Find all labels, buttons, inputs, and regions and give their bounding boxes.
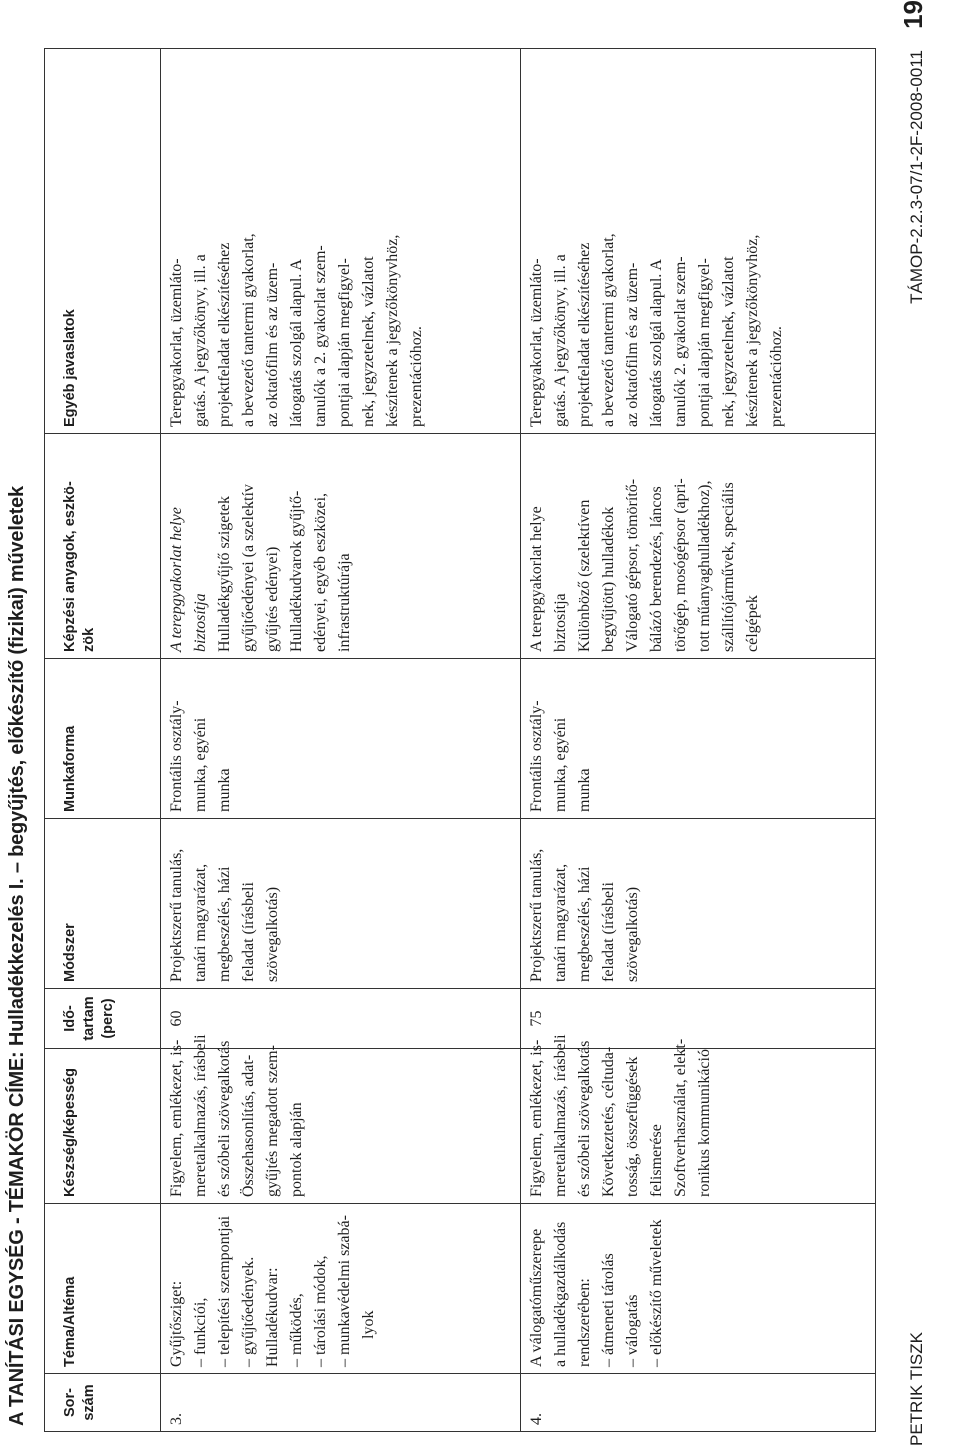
cell-line: Figyelem, emlékezet, is- xyxy=(528,1039,545,1197)
cell-line: Különböző (szelektíven xyxy=(576,499,593,652)
footer-project-id: TÁMOP-2.2.3-07/1-2F-2008-0011 xyxy=(907,50,926,304)
page-number: 19 xyxy=(898,0,928,29)
cell-line: projektfeladat elkészítéséhez xyxy=(216,242,233,427)
cell-line: – átmeneti tárolás xyxy=(597,1210,621,1367)
cell-line: nek, jegyzetelnek, vázlatot xyxy=(720,256,737,427)
cell-line: gyűjtés edényei) xyxy=(264,546,281,652)
cell-line: biztosítja xyxy=(192,593,209,652)
cell-tema xyxy=(521,1204,876,1374)
cell-line: felismerése xyxy=(648,1124,665,1197)
cell-line: munka, egyéni xyxy=(192,717,209,812)
header-sorszam: Sor- szám xyxy=(45,1374,161,1432)
cell-line: Terepgyakorlat, üzemláto- xyxy=(168,258,185,427)
cell-line: tanári magyarázat, xyxy=(552,863,569,982)
cell-line: gyűjtés megadott szem- xyxy=(264,1045,281,1197)
footer-left: PETRIK TISZK xyxy=(907,1332,926,1446)
cell-line: az oktatófilm és az üzem- xyxy=(624,262,641,427)
cell-line: munka xyxy=(576,768,593,812)
cell-idotartam: 75 xyxy=(521,989,876,1049)
cell-line: látogatás szolgál alapul. A xyxy=(288,259,305,427)
cell-munkaforma xyxy=(521,659,876,819)
cell-line: projektfeladat elkészítéséhez xyxy=(576,242,593,427)
cell-line: prezentációhoz. xyxy=(768,326,785,427)
cell-line: munka, egyéni xyxy=(552,717,569,812)
cell-line: Összehasonlítás, adat- xyxy=(240,1054,257,1197)
cell-line: megbeszélés, házi xyxy=(216,866,233,982)
cell-line: pontok alapján xyxy=(288,1102,305,1197)
cell-line: – működés, xyxy=(285,1210,309,1367)
cell-line: – gyűjtőedények. xyxy=(237,1210,261,1367)
cell-line: törőgép, mosógépsor (apri- xyxy=(672,478,689,652)
cell-modszer xyxy=(521,819,876,989)
cell-line: rendszerében: xyxy=(576,1278,593,1367)
cell-tema xyxy=(161,1204,521,1374)
cell-line: pontjai alapján megfigyel- xyxy=(336,258,353,427)
cell-line: Projektszerű tanulás, xyxy=(168,848,185,982)
cell-egyeb xyxy=(161,49,521,434)
cell-line: Következtetés, céltuda- xyxy=(600,1046,617,1197)
cell-line: Gyűjtősziget: xyxy=(168,1280,185,1367)
cell-line: – telepítési szempontjai xyxy=(213,1210,237,1367)
cell-line: a bevezető tantermi gyakorlat, xyxy=(600,233,617,427)
cell-line: biztosítja xyxy=(552,593,569,652)
cell-line: tanári magyarázat, xyxy=(192,863,209,982)
header-munkaforma: Munkaforma xyxy=(45,659,161,819)
cell-line: prezentációhoz. xyxy=(408,326,425,427)
cell-line: tanulók a 2. gyakorlat szem- xyxy=(312,245,329,427)
cell-line: – munkavédelmi szabá- xyxy=(333,1210,357,1367)
table-body xyxy=(161,49,876,1432)
cell-idotartam: 60 xyxy=(161,989,521,1049)
header-kepzesi: Képzési anyagok, eszkö- zök xyxy=(45,434,161,659)
header-modszer: Módszer xyxy=(45,819,161,989)
cell-munkaforma xyxy=(161,659,521,819)
cell-line: szövegalkotás) xyxy=(264,886,281,982)
cell-line: lyok xyxy=(360,1310,377,1339)
cell-line: tosság, összefüggések xyxy=(624,1056,641,1197)
cell-line: Figyelem, emlékezet, is- xyxy=(168,1039,185,1197)
cell-line: – tárolási módok, xyxy=(309,1210,333,1367)
cell-line: az oktatófilm és az üzem- xyxy=(264,262,281,427)
cell-line: célgépek xyxy=(744,595,761,652)
cell-line: edényei, egyéb eszközei, xyxy=(312,492,329,652)
lesson-table xyxy=(44,48,876,1432)
cell-line: tanulók 2. gyakorlat szem- xyxy=(672,256,689,427)
cell-egyeb xyxy=(521,49,876,434)
cell-line: feladat (írásbeli xyxy=(600,882,617,982)
cell-line: látogatás szolgál alapul. A xyxy=(648,259,665,427)
cell-line: készítenek a jegyzőkönyvhöz, xyxy=(384,234,401,427)
cell-line: Frontális osztály- xyxy=(528,700,545,812)
header-idotartam: Idő- tartam (perc) xyxy=(45,989,161,1049)
header-keszseg: Készség/képesség xyxy=(45,1049,161,1204)
cell-sorszam: 3. xyxy=(161,1374,521,1432)
header-egyeb: Egyéb javaslatok xyxy=(45,49,161,434)
cell-line: Projektszerű tanulás, xyxy=(528,848,545,982)
cell-line: és szóbeli szövegalkotás xyxy=(216,1040,233,1197)
cell-line: gatás. A jegyzőkönyv, ill. a xyxy=(192,254,209,427)
cell-line: a bevezető tantermi gyakorlat, xyxy=(240,233,257,427)
cell-line: meretalkalmazás, írásbeli xyxy=(552,1034,569,1197)
cell-line: feladat (írásbeli xyxy=(240,882,257,982)
cell-kepzesi xyxy=(161,434,521,659)
cell-line: – előkészítő műveletek xyxy=(645,1210,669,1367)
cell-line: gyűjtőedényei (a szelektív xyxy=(240,484,257,652)
cell-line: és szóbeli szövegalkotás xyxy=(576,1040,593,1197)
cell-line: gatás. A jegyzőkönyv, ill. a xyxy=(552,254,569,427)
cell-line: A terepgyakorlat helye xyxy=(528,506,545,652)
cell-line: ronikus kommunikáció xyxy=(696,1049,713,1197)
cell-sorszam: 4. xyxy=(521,1374,876,1432)
cell-keszseg xyxy=(161,1034,521,1204)
table-row xyxy=(161,49,521,1432)
cell-line: pontjai alapján megfigyel- xyxy=(696,258,713,427)
header-tema: Téma/Altéma xyxy=(45,1204,161,1374)
cell-line: Válogató gépsor, tömörítő- xyxy=(624,478,641,652)
cell-line: munka xyxy=(216,768,233,812)
table-row xyxy=(521,49,876,1432)
cell-line: Terepgyakorlat, üzemláto- xyxy=(528,258,545,427)
cell-line: A terepgyakorlat helye xyxy=(168,507,185,652)
cell-line: Szoftverhasználat, elekt- xyxy=(672,1038,689,1197)
cell-line: Frontális osztály- xyxy=(168,700,185,812)
cell-modszer xyxy=(161,819,521,989)
cell-line: nek, jegyzetelnek, vázlatot xyxy=(360,256,377,427)
cell-line: szövegalkotás) xyxy=(624,886,641,982)
cell-line: Hulladékudvarok gyűjtő- xyxy=(288,490,305,652)
cell-keszseg xyxy=(521,1034,876,1204)
page-title: A TANÍTÁSI EGYSÉG - TÉMAKÖR CÍME: Hulladékkezelés I. – begyűjtés, előkészítő (fizikai) műveletek xyxy=(6,486,28,1426)
cell-line: – válogatás xyxy=(621,1210,645,1367)
cell-line: begyűjtött) hulladékok xyxy=(600,506,617,652)
cell-line: A válogatóműszerepe xyxy=(528,1228,545,1367)
cell-line: készítenek a jegyzőkönyvhöz, xyxy=(744,234,761,427)
cell-line: megbeszélés, házi xyxy=(576,866,593,982)
cell-line: Hulladékgyűjtő szigetek xyxy=(216,496,233,652)
header-row xyxy=(45,49,161,1432)
cell-line: bálázó berendezés, láncos xyxy=(648,486,665,652)
cell-line: meretalkalmazás, írásbeli xyxy=(192,1034,209,1197)
cell-line: tott műanyaghulladékhoz), xyxy=(696,480,713,652)
cell-line: szállítójárművek, speciális xyxy=(720,482,737,652)
cell-line: a hulladékgazdálkodás xyxy=(552,1221,569,1367)
cell-line: Hulladékudvar: xyxy=(264,1267,281,1367)
cell-line: – funkciói, xyxy=(189,1210,213,1367)
cell-kepzesi xyxy=(521,434,876,659)
cell-line: infrastruktúrája xyxy=(336,553,353,652)
